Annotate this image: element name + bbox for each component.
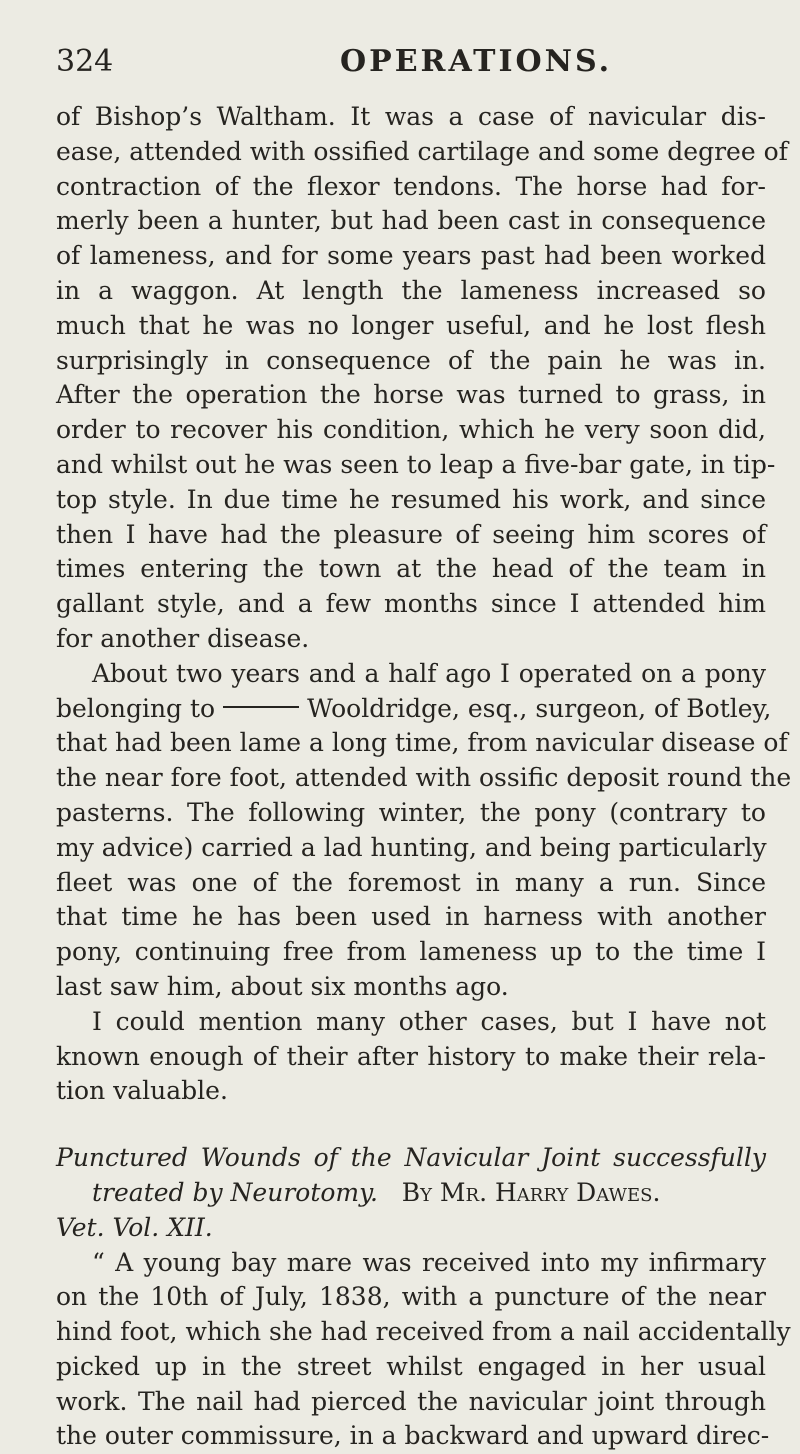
text-line: the near fore foot, attended with ossific deposit round the [56,761,766,796]
text-line: that had been lame a long time, from navicular disease of [56,726,766,761]
text-line: top style. In due time he resumed his work, and since [56,483,766,518]
text-line: that time he has been used in harness with another [56,900,766,935]
article-title: Punctured Wounds of the Navicular Joint successfully [56,1141,766,1176]
text-line: After the operation the horse was turned to grass, in [56,378,766,413]
text-line: on the 10th of July, 1838, with a puncture of the near [56,1280,766,1315]
article-subtitle-italic: treated by Neurotomy. [92,1178,378,1207]
text-line: gallant style, and a few months since I attended him [56,587,766,622]
text-line: hind foot, which she had received from a nail accidentally [56,1315,766,1350]
paragraph-pony [56,657,766,1005]
text-line: tion valuable. [56,1074,766,1109]
text-fragment: belonging to [56,694,215,723]
section-gap [56,1109,766,1141]
text-line: ease, attended with ossified cartilage and some degree of [56,135,766,170]
text-line: contraction of the flexor tendons. The horse had for- [56,170,766,205]
text-line: picked up in the street whilst engaged in her usual [56,1350,766,1385]
text-line: the outer commissure, in a backward and upward direc- [56,1419,766,1454]
text-line: pony, continuing free from lameness up to the time I [56,935,766,970]
text-line: surprisingly in consequence of the pain he was in. [56,344,766,379]
article-source: Vet. Vol. XII. [56,1211,766,1246]
running-head: OPERATIONS. [340,44,612,79]
text-line: fleet was one of the foremost in many a run. Since [56,866,766,901]
text-line: pasterns. The following winter, the pony (contrary to [56,796,766,831]
text-line: merly been a hunter, but had been cast in consequence [56,204,766,239]
text-line: About two years and a half ago I operated on a pony [56,657,766,692]
text-line: “ A young bay mare was received into my infirmary [56,1246,766,1281]
text-line: then I have had the pleasure of seeing him scores of [56,518,766,553]
text-line: I could mention many other cases, but I have not [56,1005,766,1040]
text-line: much that he was no longer useful, and he lost flesh [56,309,766,344]
body-text [56,100,766,1454]
text-line: of lameness, and for some years past had been worked [56,239,766,274]
name-omission-dash [223,706,299,708]
page-header [0,44,800,104]
paragraph-mare [56,1246,766,1454]
article-subtitle [56,1176,766,1211]
paragraph-other-cases [56,1005,766,1109]
page-number: 324 [56,44,113,79]
text-line: of Bishop’s Waltham. It was a case of navicular dis- [56,100,766,135]
text-line: for another disease. [56,622,766,657]
text-line: times entering the town at the head of the team in [56,552,766,587]
text-line: work. The nail had pierced the navicular joint through [56,1385,766,1420]
paragraph-bishops-waltham [56,100,766,657]
text-line: order to recover his condition, which he very soon did, [56,413,766,448]
text-line: my advice) carried a lad hunting, and being particularly [56,831,766,866]
text-line: known enough of their after history to make their rela- [56,1040,766,1075]
text-fragment: Wooldridge, esq., surgeon, of Botley, [307,694,771,723]
text-line: in a waggon. At length the lameness increased so [56,274,766,309]
article-heading [56,1141,766,1245]
text-line: and whilst out he was seen to leap a five-bar gate, in tip- [56,448,766,483]
text-line-with-dash [56,692,766,727]
article-author: By Mr. Harry Dawes. [402,1178,661,1207]
text-line: last saw him, about six months ago. [56,970,766,1005]
